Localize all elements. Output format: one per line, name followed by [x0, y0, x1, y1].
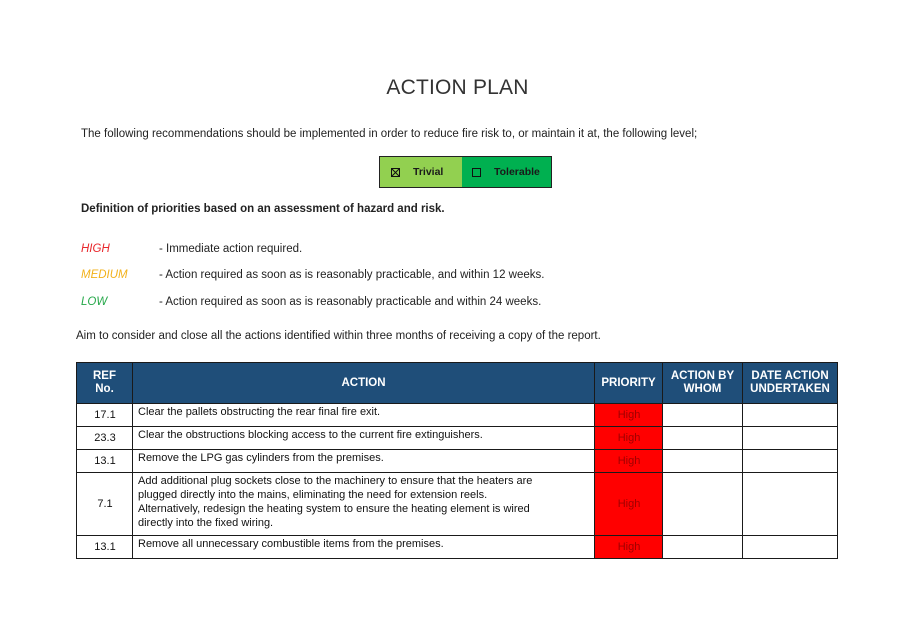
header-ref — [77, 363, 133, 404]
aim-text: Aim to consider and close all the actions identified within three months of receiving a copy of the report. — [76, 330, 601, 342]
intro-text: The following recommendations should be implemented in order to reduce fire risk to, or maintain it at, the following level; — [81, 128, 698, 140]
row-date-undertaken[interactable] — [743, 536, 838, 559]
page-title: ACTION PLAN — [386, 76, 529, 99]
header-ref-line2: No. — [95, 383, 114, 395]
row-action: Remove all unnecessary combustible items from the premises. — [133, 536, 595, 559]
definition-heading: Definition of priorities based on an assessment of hazard and risk. — [81, 203, 445, 215]
row-action-line: directly into the fixed wiring. — [138, 517, 274, 529]
checked-box-icon[interactable] — [391, 168, 400, 177]
row-action-line: Add additional plug sockets close to the machinery to ensure that the heaters are — [138, 475, 533, 487]
header-action-by — [663, 363, 743, 404]
row-priority: High — [595, 536, 663, 559]
priority-desc-high: - Immediate action required. — [159, 243, 303, 255]
row-priority: High — [595, 404, 663, 427]
risk-level-trivial[interactable] — [380, 157, 462, 187]
header-ref-line1: REF — [93, 370, 116, 382]
risk-level-tolerable-label: Tolerable — [494, 166, 540, 178]
priority-desc-medium: - Action required as soon as is reasonably practicable, and within 12 weeks. — [159, 269, 545, 281]
header-date-undertaken — [743, 363, 838, 404]
priority-definition-medium — [81, 269, 544, 281]
row-priority: High — [595, 450, 663, 473]
action-plan-table — [76, 362, 838, 559]
row-action: Remove the LPG gas cylinders from the premises. — [133, 450, 595, 473]
header-date-line2: UNDERTAKEN — [750, 383, 830, 395]
header-by-line2: WHOM — [683, 383, 722, 395]
row-action-by[interactable] — [663, 473, 743, 536]
row-date-undertaken[interactable] — [743, 427, 838, 450]
priority-definition-low — [81, 296, 541, 308]
priority-desc-low: - Action required as soon as is reasonably practicable and within 24 weeks. — [159, 296, 542, 308]
table-row — [77, 536, 838, 559]
row-ref: 13.1 — [77, 450, 133, 473]
table-row — [77, 450, 838, 473]
row-action-line: Alternatively, redesign the heating system to ensure the heating element is wired — [138, 503, 530, 515]
row-action: Clear the pallets obstructing the rear final fire exit. — [133, 404, 595, 427]
row-priority: High — [595, 473, 663, 536]
row-action-line: plugged directly into the mains, eliminating the need for extension reels. — [138, 489, 488, 501]
header-by-line1: ACTION BY — [670, 370, 735, 382]
row-ref: 17.1 — [77, 404, 133, 427]
table-row — [77, 473, 838, 536]
row-action: Clear the obstructions blocking access to the current fire extinguishers. — [133, 427, 595, 450]
row-date-undertaken[interactable] — [743, 404, 838, 427]
risk-level-tolerable[interactable] — [462, 157, 551, 187]
priority-definition-high — [81, 243, 302, 255]
row-ref: 23.3 — [77, 427, 133, 450]
table-row — [77, 404, 838, 427]
header-action: ACTION — [133, 363, 595, 404]
row-action-by[interactable] — [663, 404, 743, 427]
priority-name-medium: MEDIUM — [81, 269, 128, 281]
row-date-undertaken[interactable] — [743, 473, 838, 536]
row-date-undertaken[interactable] — [743, 450, 838, 473]
row-action-by[interactable] — [663, 450, 743, 473]
priority-name-low: LOW — [81, 296, 108, 308]
row-action-by[interactable] — [663, 536, 743, 559]
row-ref: 7.1 — [77, 473, 133, 536]
row-action-by[interactable] — [663, 427, 743, 450]
unchecked-box-icon[interactable] — [472, 168, 481, 177]
table-header-row — [77, 363, 838, 404]
priority-name-high: HIGH — [81, 243, 110, 255]
header-date-line1: DATE ACTION — [751, 370, 829, 382]
risk-level-trivial-label: Trivial — [413, 166, 444, 178]
row-ref: 13.1 — [77, 536, 133, 559]
header-priority: PRIORITY — [595, 363, 663, 404]
row-priority: High — [595, 427, 663, 450]
risk-level-selector — [379, 156, 552, 188]
table-row — [77, 427, 838, 450]
row-action — [133, 473, 595, 536]
